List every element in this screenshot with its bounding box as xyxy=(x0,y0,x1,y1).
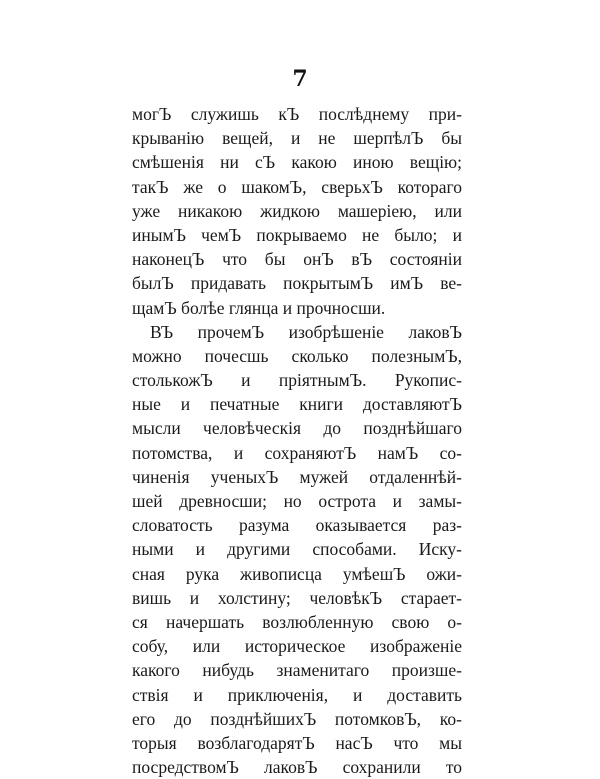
page-number: 7 xyxy=(292,66,308,92)
text-line: ными и другими способами. Иску- xyxy=(132,539,462,560)
text-line: собу, или историческое изображеніе xyxy=(132,636,462,657)
body-text xyxy=(132,102,462,779)
paragraph-start-line: ВЪ прочемЪ изобрѣшеніе лаковЪ xyxy=(150,321,462,342)
text-line: чиненія ученыхЪ мужей отдаленнѣй- xyxy=(132,466,462,487)
text-line: словатость разума оказывается раз- xyxy=(132,515,462,536)
text-line: инымЪ чемЪ покрываемо не было; и xyxy=(132,224,462,245)
paragraph-end-line: щамЪ болѣе глянца и прочносши. xyxy=(132,297,386,318)
text-line: вишь и холстину; человѣкЪ старает- xyxy=(132,587,462,608)
text-line: шей древносши; но острота и замы- xyxy=(132,491,462,511)
text-line: сная рука живописца умѣешЪ ожи- xyxy=(132,563,462,584)
text-line: можно почесшь сколько полезнымЪ, xyxy=(132,345,462,366)
text-line: посредствомЪ лаковЪ сохранили то xyxy=(132,757,462,778)
text-line: такЪ же о шакомЪ, сверьхЪ котораго xyxy=(132,176,462,197)
text-line: мысли человѣческія до позднѣйшаго xyxy=(132,418,462,439)
text-line: могЪ служишь кЪ послѣднему при- xyxy=(132,104,462,124)
text-line: столькожЪ и пріятнымЪ. Рукопис- xyxy=(132,370,462,391)
text-line: наконецЪ что бы онЪ вЪ состояніи xyxy=(132,249,462,270)
text-line: торыя возблагодарятЪ насЪ что мы xyxy=(132,732,462,753)
text-line: его до позднѣйшихЪ потомковЪ, ко- xyxy=(132,708,462,729)
text-line: ствія и приключенія, и доставить xyxy=(132,684,462,705)
text-line: крыванію вещей, и не шерпѣлЪ бы xyxy=(132,128,462,149)
text-line: смѣшенія ни сЪ какою иною вещію; xyxy=(132,152,462,173)
text-line: какого нибудь знаменитаго произше- xyxy=(132,660,462,681)
text-line: былЪ придавать покрытымЪ имЪ ве- xyxy=(132,273,462,294)
text-line: ные и печатные книги доставляютЪ xyxy=(132,394,462,415)
text-line: ся начершать возлюбленную свою о- xyxy=(132,611,462,632)
text-line: потомства, и сохраняютЪ намЪ со- xyxy=(132,442,462,463)
text-line: уже никакою жидкою машеріею, или xyxy=(132,200,462,221)
